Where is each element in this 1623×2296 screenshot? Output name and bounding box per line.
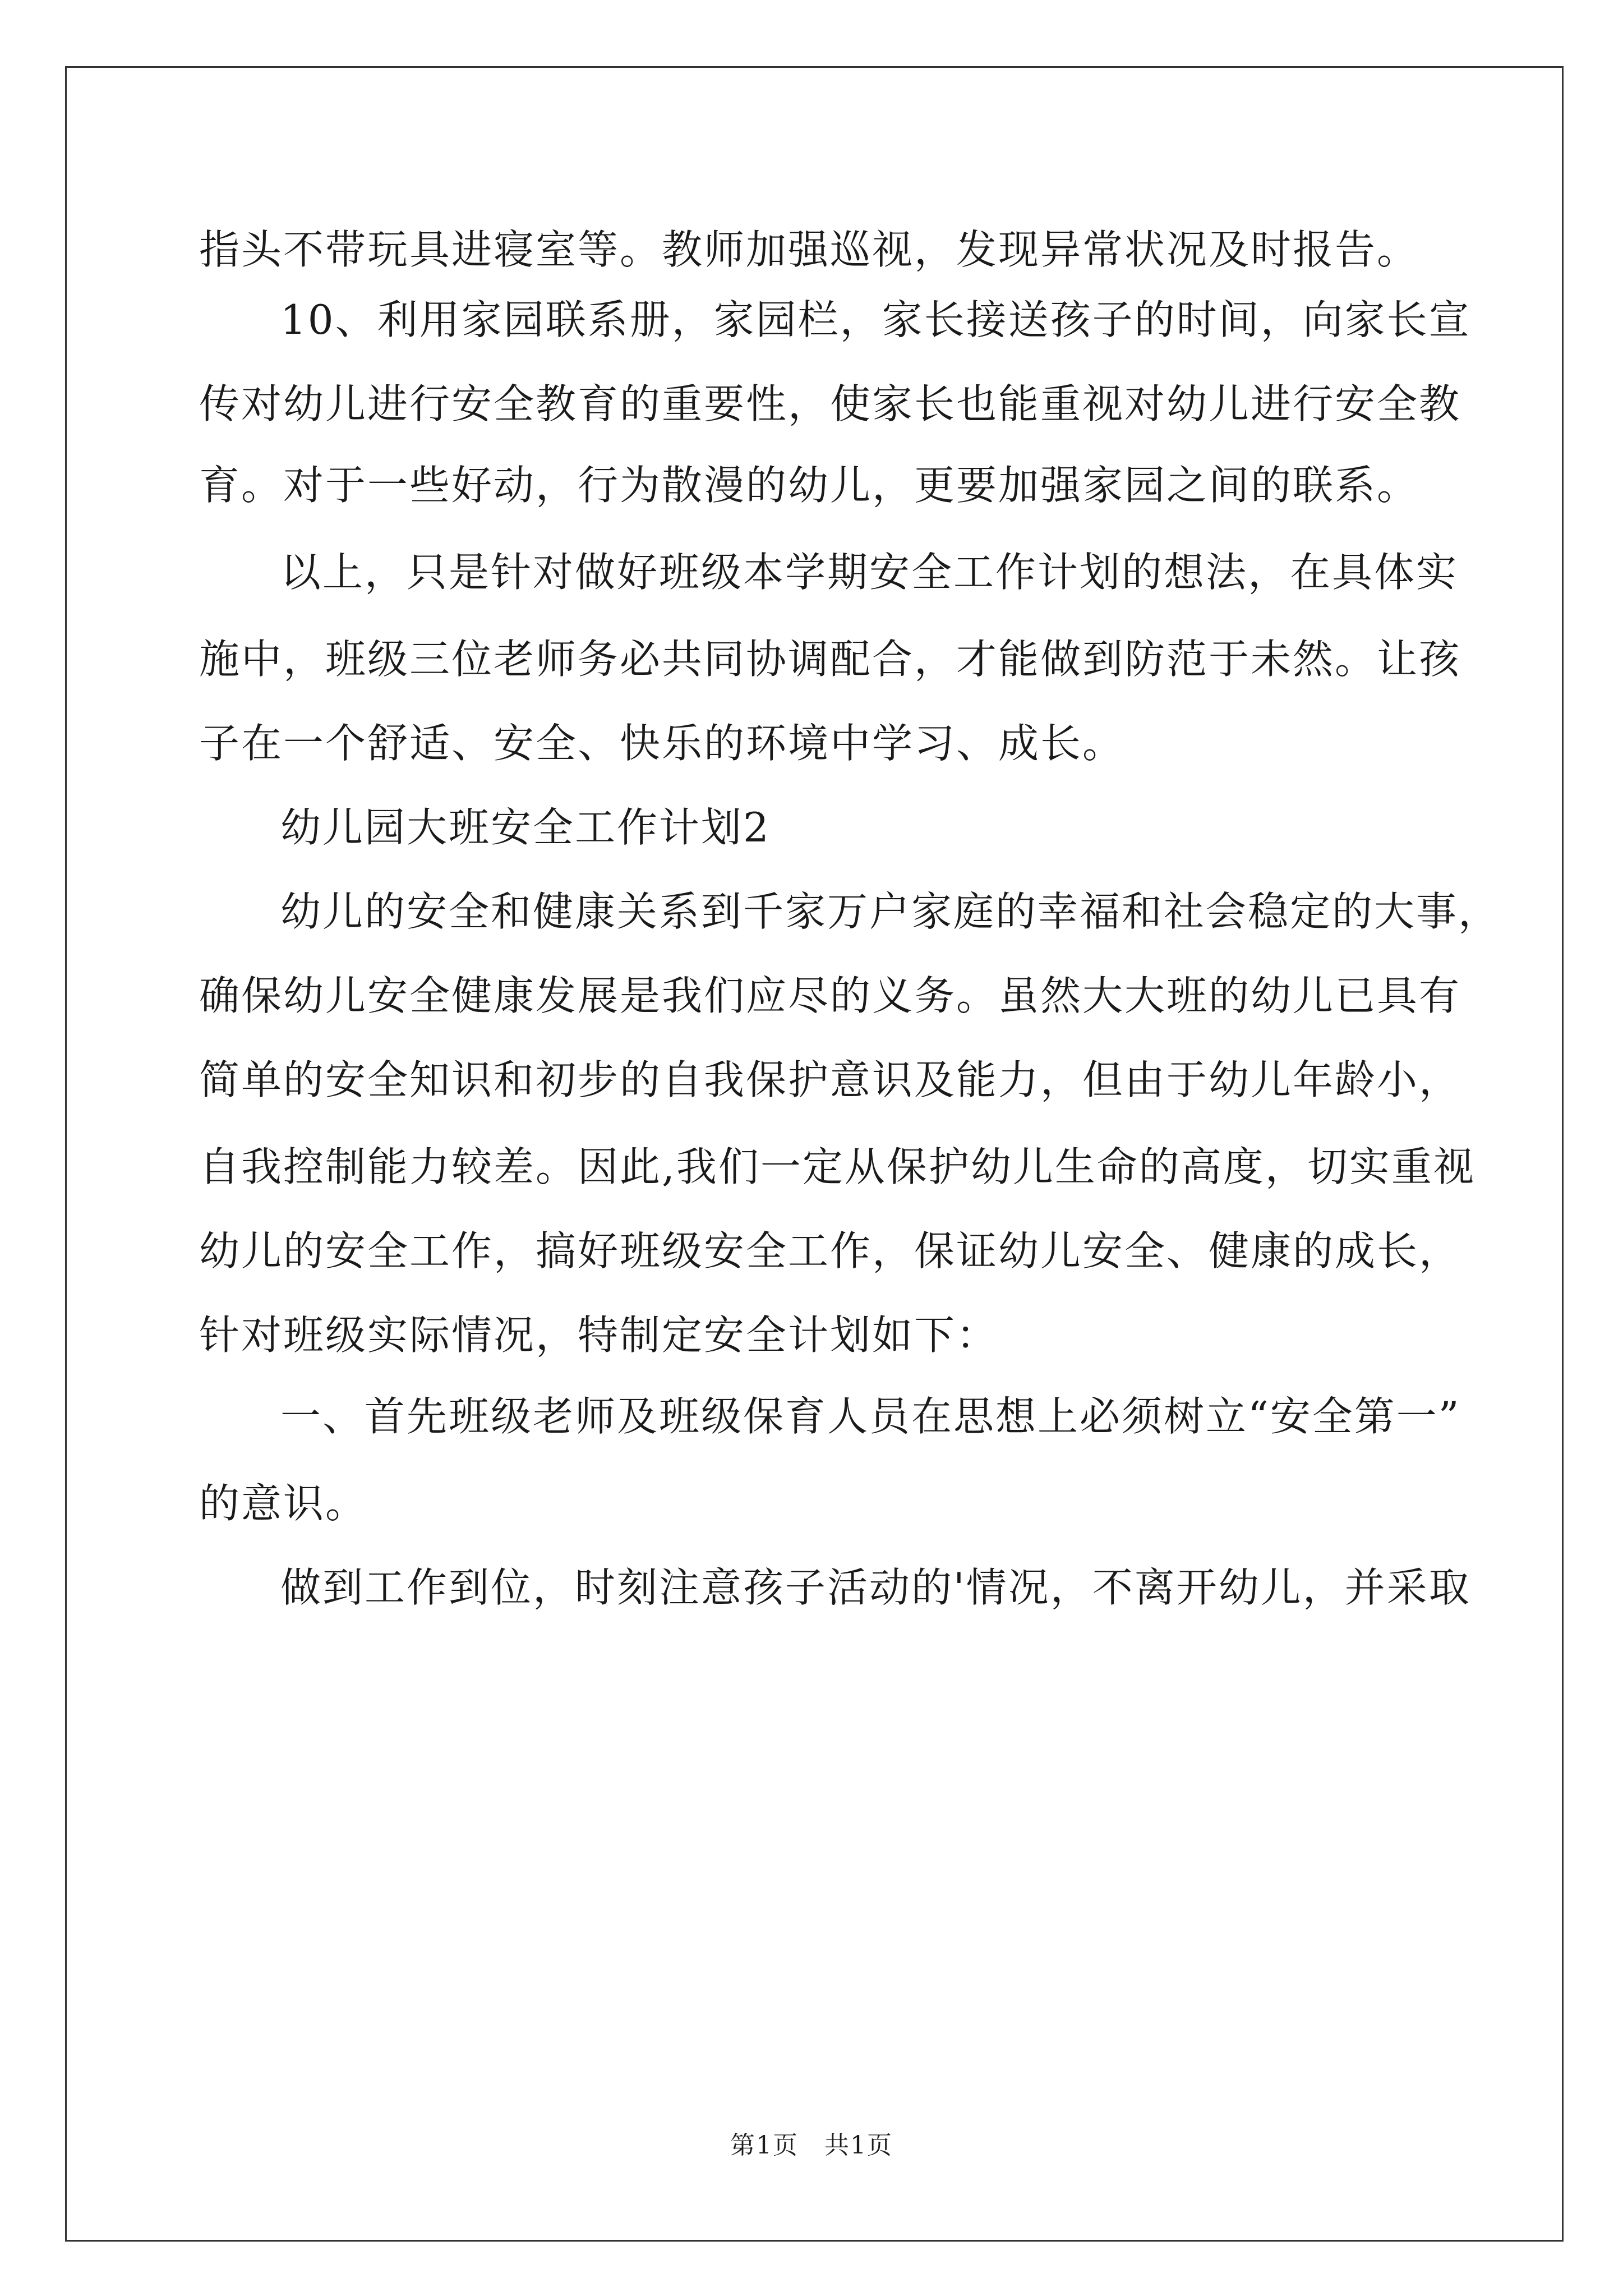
- text-line: 10、利用家园联系册，家园栏，家长接送孩子的时间，向家长宣: [280, 296, 1471, 343]
- text-line: 以上，只是针对做好班级本学期安全工作计划的想法，在具体实: [280, 549, 1459, 596]
- text-line: 针对班级实际情况，特制定安全计划如下：: [199, 1312, 999, 1359]
- text-line: 子在一个舒适、安全、快乐的环境中学习、成长。: [199, 720, 1125, 767]
- text-line: 简单的安全知识和初步的自我保护意识及能力，但由于幼儿年龄小，: [199, 1056, 1461, 1103]
- text-line: 自我控制能力较差。因此,我们一定从保护幼儿生命的高度，切实重视: [199, 1143, 1476, 1190]
- text-line: 育。对于一些好动，行为散漫的幼儿，更要加强家园之间的联系。: [199, 462, 1419, 509]
- text-line: 做到工作到位，时刻注意孩子活动的'情况，不离开幼儿，并采取: [280, 1564, 1471, 1611]
- section-heading: 幼儿园大班安全工作计划2: [280, 804, 771, 851]
- text-line: 指头不带玩具进寝室等。教师加强巡视，发现异常状况及时报告。: [199, 226, 1419, 273]
- text-line: 确保幼儿安全健康发展是我们应尽的义务。虽然大大班的幼儿已具有: [199, 972, 1461, 1019]
- text-line: 一、首先班级老师及班级保育人员在思想上必须树立“安全第一”: [280, 1393, 1461, 1440]
- text-line: 传对幼儿进行安全教育的重要性，使家长也能重视对幼儿进行安全教: [199, 380, 1461, 427]
- text-line: 幼儿的安全和健康关系到千家万户家庭的幸福和社会稳定的大事，: [280, 888, 1501, 935]
- text-line: 幼儿的安全工作，搞好班级安全工作，保证幼儿安全、健康的成长，: [199, 1227, 1461, 1274]
- text-line: 施中，班级三位老师务必共同协调配合，才能做到防范于未然。让孩: [199, 636, 1461, 683]
- text-line: 的意识。: [199, 1480, 368, 1527]
- page-number-footer: 第1页 共1页: [730, 2131, 893, 2160]
